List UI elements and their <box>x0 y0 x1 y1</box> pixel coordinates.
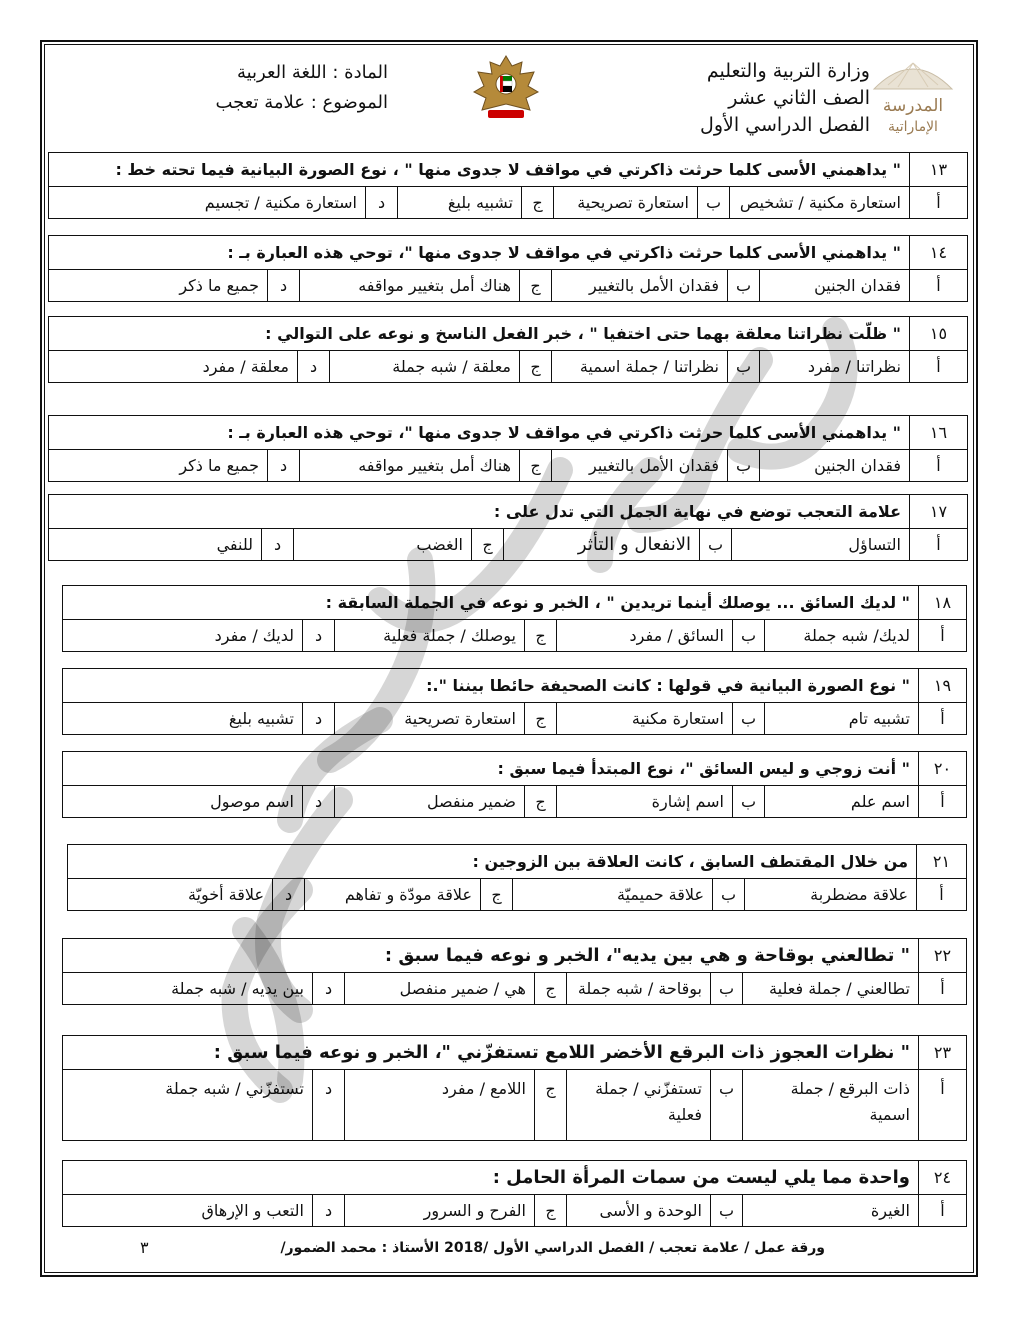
option-text[interactable]: هناك أمل بتغيير مواقفه <box>300 450 520 482</box>
option-letter: د <box>303 620 335 652</box>
option-text[interactable]: اللامع / مفرد <box>345 1070 535 1141</box>
option-text[interactable]: الغيرة <box>743 1195 919 1227</box>
grade-label: الصف الثاني عشر <box>728 87 870 109</box>
question-number: ١٥ <box>910 317 968 351</box>
question-17 <box>48 494 968 561</box>
option-text[interactable]: بوقاحة / شبه جملة <box>567 973 711 1005</box>
option-text[interactable]: تستفزّني / شبه جملة <box>63 1070 313 1141</box>
option-text[interactable]: لديك / مفرد <box>63 620 303 652</box>
question-13 <box>48 152 968 219</box>
question-stem: واحدة مما يلي ليست من سمات المرأة الحامل : <box>63 1161 919 1195</box>
option-letter: ب <box>733 703 765 735</box>
option-letter: ب <box>711 1070 743 1141</box>
option-text[interactable]: نظراتنا / جملة اسمية <box>552 351 728 383</box>
question-stem: " تطالعني بوقاحة و هي بين يديه"، الخبر و نوعه فيما سبق : <box>63 939 919 973</box>
option-text[interactable]: فقدان الأمل بالتغيير <box>552 450 728 482</box>
option-text[interactable]: علاقة حميميّة <box>513 879 713 911</box>
option-letter: أ <box>910 351 968 383</box>
option-letter: د <box>273 879 305 911</box>
option-letter: ج <box>535 1195 567 1227</box>
option-text[interactable]: ذات البرقع / جملة اسمية <box>743 1070 919 1141</box>
option-letter: أ <box>919 703 967 735</box>
option-letter: د <box>303 786 335 818</box>
option-letter: ب <box>711 973 743 1005</box>
option-letter: ج <box>472 529 504 561</box>
subject-label: المادة : اللغة العربية <box>236 62 388 83</box>
school-logo <box>868 55 958 137</box>
option-letter: ب <box>713 879 745 911</box>
option-letter: د <box>303 703 335 735</box>
option-letter: د <box>298 351 330 383</box>
option-letter: ج <box>525 786 557 818</box>
option-letter: د <box>268 450 300 482</box>
option-text[interactable]: ضمير منفصل <box>335 786 525 818</box>
question-stem: " يداهمني الأسى كلما حرثت ذاكرتي في مواقف لا جدوى منها "، توحي هذه العبارة بـ : <box>49 236 910 270</box>
option-letter: ب <box>733 620 765 652</box>
option-letter: أ <box>910 187 968 219</box>
option-letter: ج <box>525 620 557 652</box>
question-16 <box>48 415 968 482</box>
option-letter: أ <box>910 450 968 482</box>
question-stem: " يداهمني الأسى كلما حرثت ذاكرتي في مواقف لا جدوى منها "، توحي هذه العبارة بـ : <box>49 416 910 450</box>
option-letter: أ <box>917 879 967 911</box>
term-label: الفصل الدراسي الأول <box>700 114 870 136</box>
option-text[interactable]: جميع ما ذكر <box>49 450 268 482</box>
question-stem: من خلال المقتطف السابق ، كانت العلاقة بين الزوجين : <box>68 845 917 879</box>
question-stem: علامة التعجب توضع في نهاية الجمل التي تدل على : <box>49 495 910 529</box>
option-text[interactable]: فقدان الأمل بالتغيير <box>552 270 728 302</box>
option-text[interactable]: علاقة مودّة و تفاهم <box>305 879 481 911</box>
question-21 <box>67 844 967 911</box>
question-number: ٢٠ <box>919 752 967 786</box>
question-number: ٢١ <box>917 845 967 879</box>
option-text[interactable]: تستفزّني / جملة فعلية <box>567 1070 711 1141</box>
option-letter: أ <box>910 529 968 561</box>
option-text[interactable]: اسم موصول <box>63 786 303 818</box>
option-letter: د <box>313 1195 345 1227</box>
option-text[interactable]: علاقة مضطربة <box>745 879 917 911</box>
question-23 <box>62 1035 967 1141</box>
option-text[interactable]: استعارة مكنية / تشخيص <box>730 187 910 219</box>
option-text[interactable]: السائق / مفرد <box>557 620 733 652</box>
option-letter: أ <box>919 973 967 1005</box>
option-letter: ج <box>481 879 513 911</box>
option-letter: ج <box>520 270 552 302</box>
option-text[interactable]: الوحدة و الأسى <box>567 1195 711 1227</box>
question-24 <box>62 1160 967 1227</box>
option-letter: أ <box>919 786 967 818</box>
page-number: ٣ <box>140 1238 149 1257</box>
question-stem: " نظرات العجوز ذات البرقع الأخضر اللامع تستفزّني "، الخبر و نوعه فيما سبق : <box>63 1036 919 1070</box>
question-18 <box>62 585 967 652</box>
question-number: ٢٢ <box>919 939 967 973</box>
question-number: ١٦ <box>910 416 968 450</box>
option-text[interactable]: التعب و الإرهاق <box>63 1195 313 1227</box>
option-text[interactable]: علاقة أخويّة <box>68 879 273 911</box>
option-letter: ج <box>535 973 567 1005</box>
option-letter: ب <box>728 351 760 383</box>
option-text[interactable]: استعارة مكنية / تجسيم <box>49 187 366 219</box>
question-stem: " لديك السائق ... يوصلك أينما تريدين " ، الخبر و نوعه في الجملة السابقة : <box>63 586 919 620</box>
ministry-name: وزارة التربية والتعليم <box>706 60 870 82</box>
uae-emblem <box>470 52 542 122</box>
option-text[interactable]: استعارة تصريحية <box>335 703 525 735</box>
option-text[interactable]: هناك أمل بتغيير مواقفه <box>300 270 520 302</box>
question-stem: " أنت زوجي و ليس السائق "، نوع المبتدأ فيما سبق : <box>63 752 919 786</box>
option-text[interactable]: الانفعال و التأثر <box>504 529 700 561</box>
option-text[interactable]: استعارة مكنية <box>557 703 733 735</box>
question-22 <box>62 938 967 1005</box>
option-text[interactable]: فقدان الجنين <box>760 270 910 302</box>
question-number: ١٨ <box>919 586 967 620</box>
option-text[interactable]: اسم علم <box>765 786 919 818</box>
option-letter: ب <box>733 786 765 818</box>
option-letter: ج <box>535 1070 567 1141</box>
question-15 <box>48 316 968 383</box>
option-letter: ج <box>522 187 554 219</box>
question-19 <box>62 668 967 735</box>
option-text[interactable]: هي / ضمير منفصل <box>345 973 535 1005</box>
question-stem: " نوع الصورة البيانية في قولها : كانت الصحيفة حائطا بيننا ".: <box>63 669 919 703</box>
header-school-info <box>570 58 870 139</box>
option-text[interactable]: يوصلك / جملة فعلية <box>335 620 525 652</box>
option-text[interactable]: فقدان الجنين <box>760 450 910 482</box>
question-number: ١٣ <box>910 153 968 187</box>
option-text[interactable]: تشبيه بليغ <box>63 703 303 735</box>
question-14 <box>48 235 968 302</box>
question-stem: " ظلّت نظراتنا معلقة بهما حتى اختفيا " ، خبر الفعل الناسخ و نوعه على التوالي : <box>49 317 910 351</box>
option-text[interactable]: بين يديه / شبه جملة <box>63 973 313 1005</box>
option-letter: أ <box>919 1195 967 1227</box>
question-number: ٢٣ <box>919 1036 967 1070</box>
option-text[interactable]: جميع ما ذكر <box>49 270 268 302</box>
option-text[interactable]: معلقة / مفرد <box>49 351 298 383</box>
option-letter: ب <box>711 1195 743 1227</box>
question-number: ٢٤ <box>919 1161 967 1195</box>
option-letter: د <box>262 529 294 561</box>
option-text[interactable]: استعارة تصريحية <box>554 187 698 219</box>
topic-label: الموضوع : علامة تعجب <box>215 92 388 113</box>
option-text[interactable]: الغضب <box>294 529 472 561</box>
option-letter: د <box>313 1070 345 1141</box>
logo-text-bottom: الإماراتية <box>888 119 938 135</box>
option-text[interactable]: نظراتنا / مفرد <box>760 351 910 383</box>
option-text[interactable]: لديك/ شبه جملة <box>765 620 919 652</box>
option-text[interactable]: اسم إشارة <box>557 786 733 818</box>
option-text[interactable]: التساؤل <box>732 529 910 561</box>
question-stem: " يداهمني الأسى كلما حرثت ذاكرتي في مواقف لا جدوى منها " ، نوع الصورة البيانية فيما تحته خط : <box>49 153 910 187</box>
option-letter: ب <box>728 270 760 302</box>
option-text[interactable]: للنفي <box>49 529 262 561</box>
question-number: ١٤ <box>910 236 968 270</box>
option-letter: ج <box>520 450 552 482</box>
option-letter: د <box>268 270 300 302</box>
question-number: ١٧ <box>910 495 968 529</box>
logo-text-top: المدرسة <box>882 96 944 116</box>
question-20 <box>62 751 967 818</box>
option-text[interactable]: تشبيه بليغ <box>398 187 522 219</box>
option-text[interactable]: تشبيه تام <box>765 703 919 735</box>
option-text[interactable]: تطالعني / جملة فعلية <box>743 973 919 1005</box>
option-text[interactable]: الفرح و السرور <box>345 1195 535 1227</box>
option-letter: ب <box>700 529 732 561</box>
option-letter: ب <box>698 187 730 219</box>
option-letter: ج <box>520 351 552 383</box>
question-number: ١٩ <box>919 669 967 703</box>
option-letter: أ <box>919 620 967 652</box>
option-letter: أ <box>910 270 968 302</box>
option-text[interactable]: معلقة / شبه جملة <box>330 351 520 383</box>
option-letter: أ <box>919 1070 967 1141</box>
header-subject-info <box>128 58 388 118</box>
option-letter: د <box>313 973 345 1005</box>
option-letter: د <box>366 187 398 219</box>
option-letter: ب <box>728 450 760 482</box>
option-letter: ج <box>525 703 557 735</box>
footer-caption: ورقة عمل / علامة تعجب / الفصل الدراسي الأول /2018 الأستاذ : محمد الضمور/ <box>280 1240 825 1256</box>
